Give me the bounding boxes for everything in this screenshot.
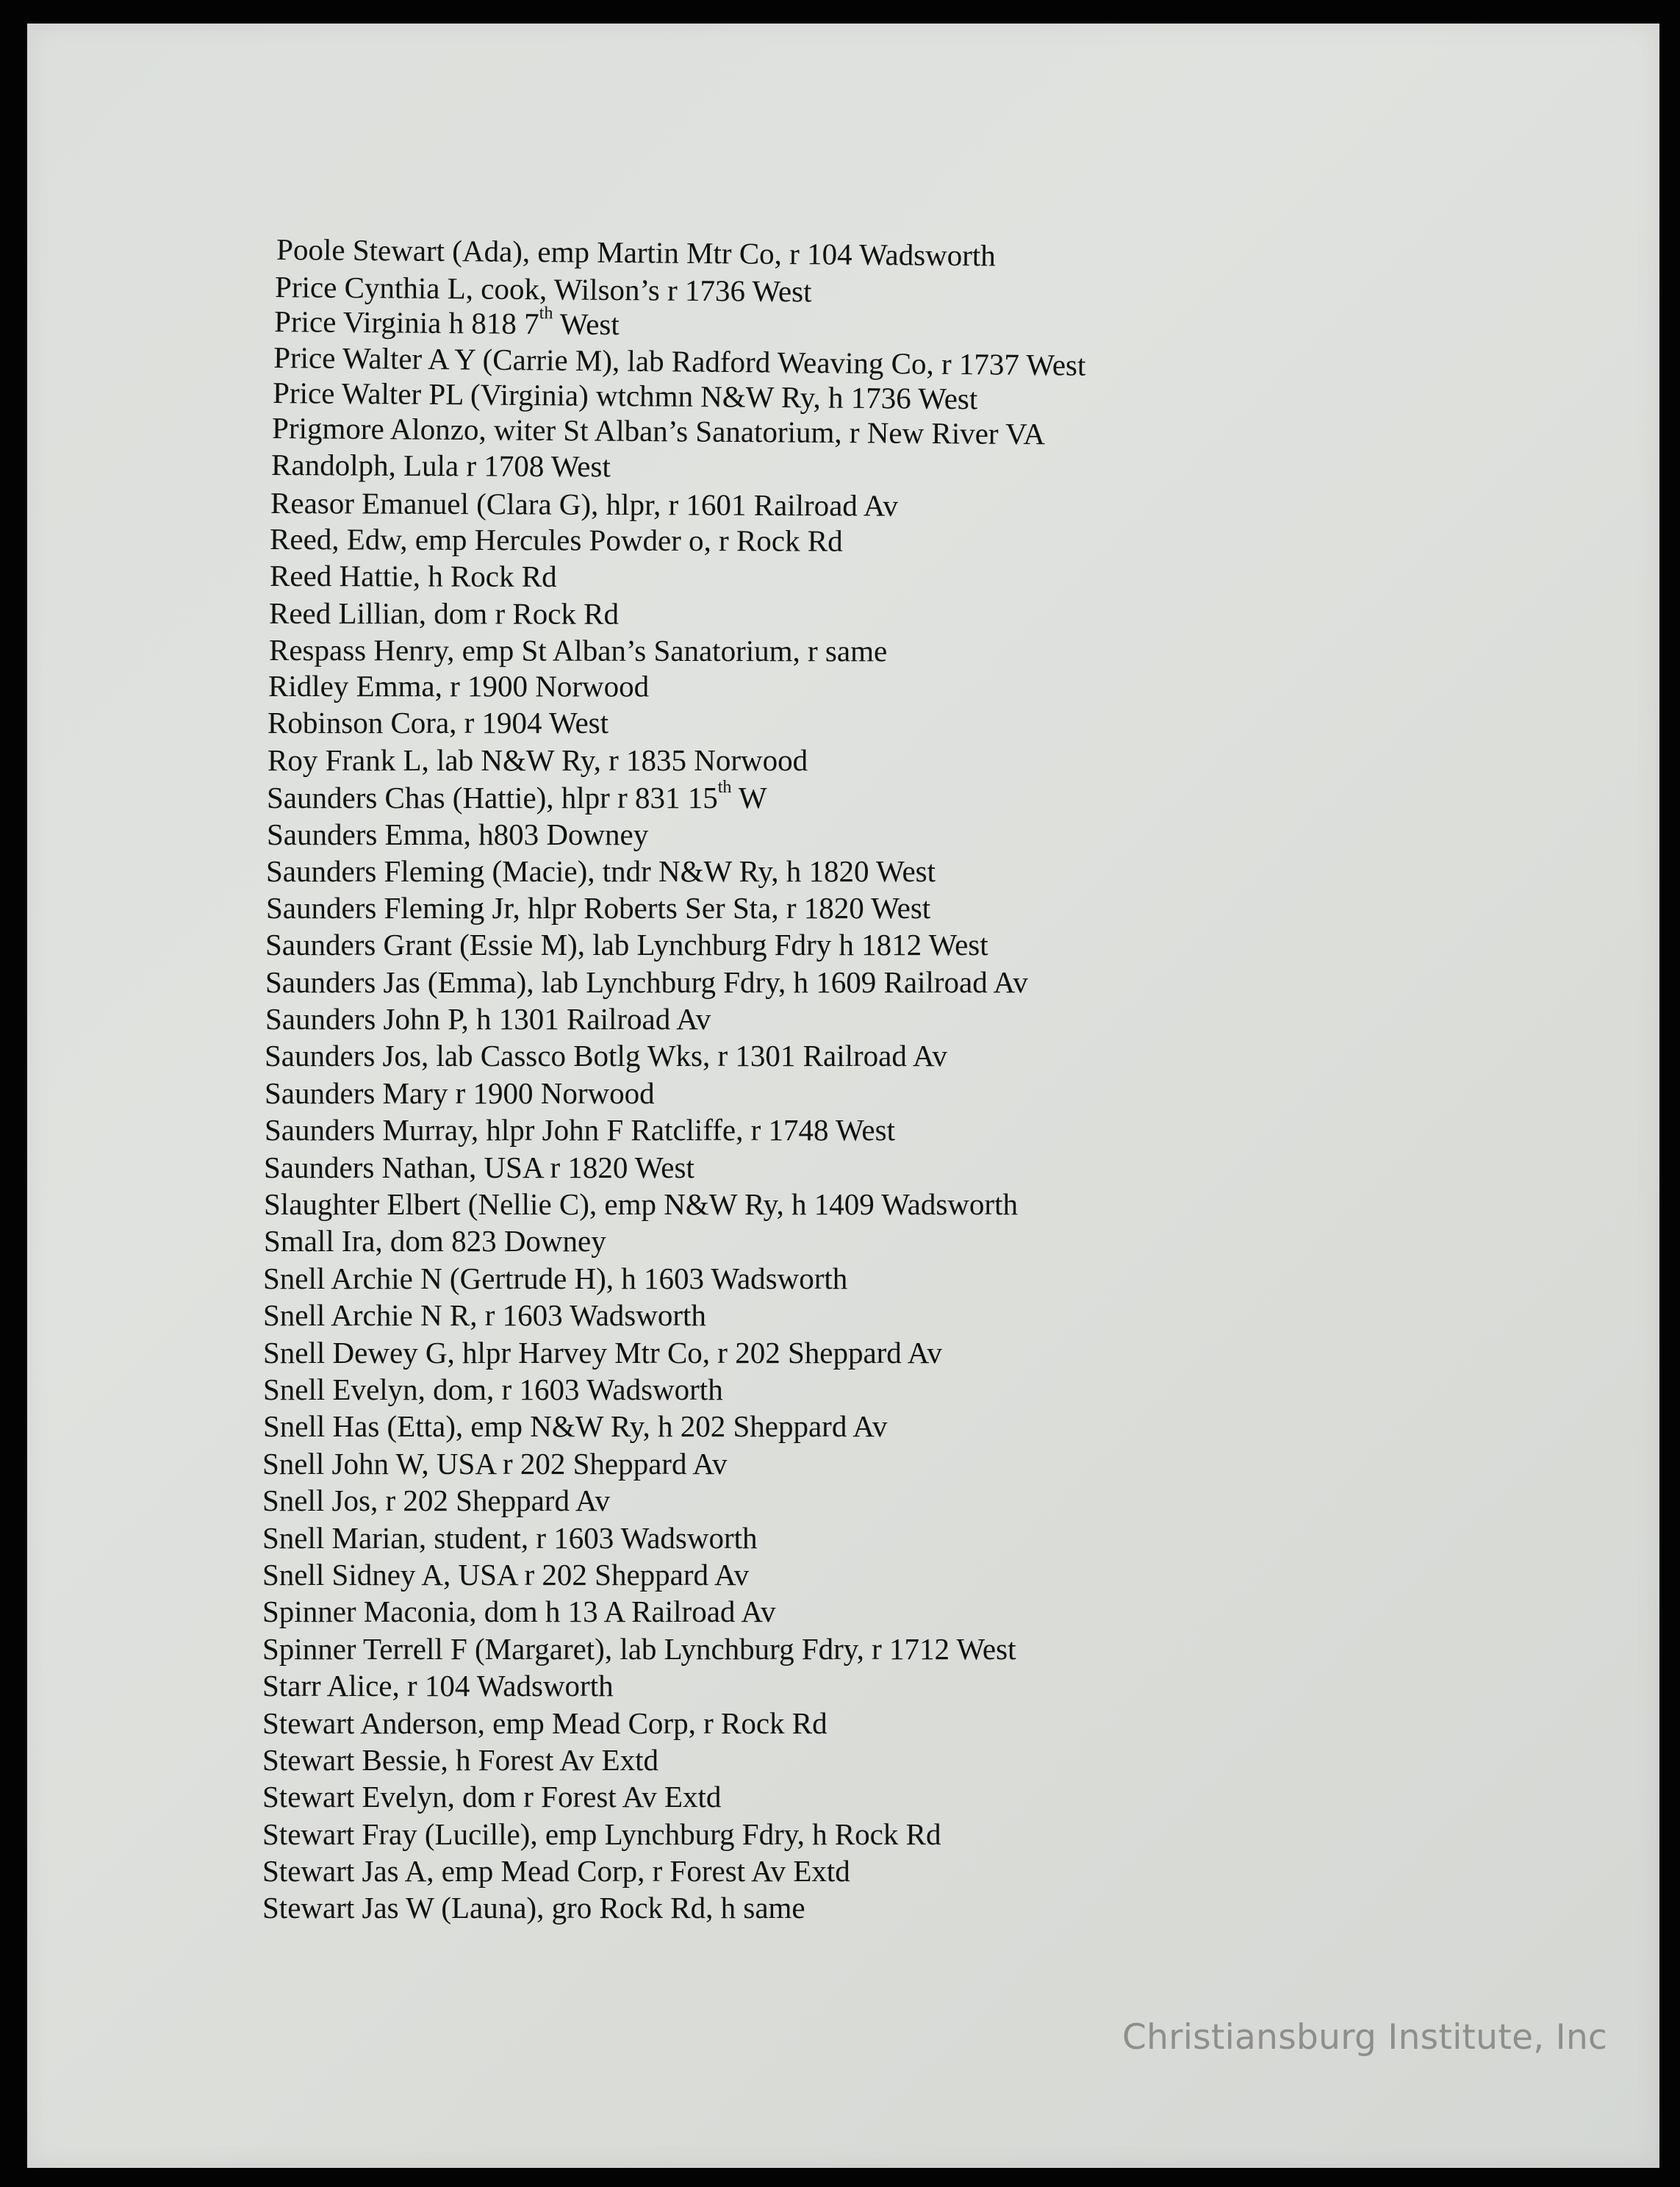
directory-entry: Snell Sidney A, USA r 202 Sheppard Av bbox=[262, 1558, 750, 1592]
directory-entry: Saunders Mary r 1900 Norwood bbox=[265, 1076, 655, 1110]
directory-entry: Snell Marian, student, r 1603 Wadsworth bbox=[262, 1521, 758, 1555]
directory-entry: Reed Hattie, h Rock Rd bbox=[269, 559, 557, 594]
entry-text: Price Virginia h 818 7 bbox=[273, 304, 539, 341]
directory-entry: Price Walter PL (Virginia) wtchmn N&W Ry, h 1736 West bbox=[272, 376, 978, 416]
directory-entry: Ridley Emma, r 1900 Norwood bbox=[268, 669, 650, 704]
directory-entry: Spinner Maconia, dom h 13 A Railroad Av bbox=[262, 1594, 776, 1628]
directory-entry: Saunders Emma, h803 Downey bbox=[267, 817, 649, 851]
directory-entry: Robinson Cora, r 1904 West bbox=[268, 706, 609, 740]
directory-entry: Prigmore Alonzo, witer St Alban’s Sanatorium, r New River VA bbox=[271, 411, 1046, 451]
directory-entry: Price Cynthia L, cook, Wilson’s r 1736 West bbox=[274, 270, 812, 309]
paper-sheet bbox=[27, 24, 1659, 2168]
directory-entry: Stewart Evelyn, dom r Forest Av Extd bbox=[262, 1780, 722, 1814]
entry-text: Saunders Chas (Hattie), hlpr r 831 15 bbox=[267, 781, 718, 815]
directory-entry: Reed Lillian, dom r Rock Rd bbox=[268, 596, 620, 631]
ordinal-superscript: th bbox=[717, 778, 732, 797]
directory-entry: Snell Archie N (Gertrude H), h 1603 Wadsworth bbox=[263, 1261, 848, 1295]
directory-entry: Snell Jos, r 202 Sheppard Av bbox=[262, 1483, 611, 1517]
directory-entry: Stewart Bessie, h Forest Av Extd bbox=[262, 1743, 659, 1777]
directory-entry: Saunders Murray, hlpr John F Ratcliffe, r 1748 West bbox=[265, 1113, 895, 1147]
directory-entry bbox=[267, 778, 767, 815]
directory-entry: Snell Has (Etta), emp N&W Ry, h 202 Sheppard Av bbox=[263, 1409, 888, 1443]
directory-entry: Reasor Emanuel (Clara G), hlpr, r 1601 Railroad Av bbox=[270, 486, 899, 523]
directory-entry: Poole Stewart (Ada), emp Martin Mtr Co, r 104 Wadsworth bbox=[276, 232, 997, 273]
directory-entry: Stewart Jas W (Launa), gro Rock Rd, h same bbox=[262, 1891, 805, 1925]
directory-entry: Spinner Terrell F (Margaret), lab Lynchburg Fdry, r 1712 West bbox=[262, 1632, 1016, 1666]
directory-entry: Saunders Nathan, USA r 1820 West bbox=[264, 1150, 694, 1184]
directory-entry: Snell Archie N R, r 1603 Wadsworth bbox=[263, 1298, 706, 1332]
entry-text: W bbox=[731, 781, 767, 815]
directory-entry: Stewart Anderson, emp Mead Corp, r Rock Rd bbox=[262, 1706, 828, 1740]
directory-entry: Saunders Jas (Emma), lab Lynchburg Fdry, h 1609 Railroad Av bbox=[265, 965, 1028, 999]
directory-entry: Starr Alice, r 104 Wadsworth bbox=[262, 1669, 614, 1703]
directory-entry: Saunders Jos, lab Cassco Botlg Wks, r 1301 Railroad Av bbox=[265, 1039, 947, 1073]
directory-entry: Saunders Fleming Jr, hlpr Roberts Ser Sta, r 1820 West bbox=[266, 891, 931, 925]
directory-entry: Snell Evelyn, dom, r 1603 Wadsworth bbox=[263, 1372, 723, 1406]
directory-entry: Stewart Fray (Lucille), emp Lynchburg Fdry, h Rock Rd bbox=[262, 1817, 941, 1851]
directory-entry: Small Ira, dom 823 Downey bbox=[264, 1224, 606, 1258]
directory-listing bbox=[27, 24, 1659, 2168]
entry-text: West bbox=[553, 307, 620, 342]
directory-entry: Saunders John P, h 1301 Railroad Av bbox=[265, 1002, 711, 1036]
directory-entry: Slaughter Elbert (Nellie C), emp N&W Ry, h 1409 Wadsworth bbox=[264, 1187, 1018, 1221]
directory-entry: Roy Frank L, lab N&W Ry, r 1835 Norwood bbox=[268, 743, 808, 777]
directory-entry bbox=[273, 304, 620, 342]
directory-entry: Price Walter A Y (Carrie M), lab Radford Weaving Co, r 1737 West bbox=[273, 340, 1086, 382]
directory-entry: Randolph, Lula r 1708 West bbox=[270, 448, 611, 484]
directory-entry: Respass Henry, emp St Alban’s Sanatorium, r same bbox=[268, 633, 888, 668]
directory-entry: Stewart Jas A, emp Mead Corp, r Forest Av Extd bbox=[262, 1854, 850, 1888]
directory-entry: Saunders Grant (Essie M), lab Lynchburg Fdry h 1812 West bbox=[265, 928, 988, 962]
ordinal-superscript: th bbox=[539, 304, 553, 323]
watermark: Christiansburg Institute, Inc bbox=[1122, 2017, 1608, 2058]
directory-entry: Snell Dewey G, hlpr Harvey Mtr Co, r 202 Sheppard Av bbox=[263, 1336, 942, 1370]
directory-entry: Snell John W, USA r 202 Sheppard Av bbox=[262, 1447, 728, 1481]
directory-entry: Reed, Edw, emp Hercules Powder o, r Rock Rd bbox=[269, 522, 843, 558]
directory-entry: Saunders Fleming (Macie), tndr N&W Ry, h 1820 West bbox=[266, 854, 936, 888]
